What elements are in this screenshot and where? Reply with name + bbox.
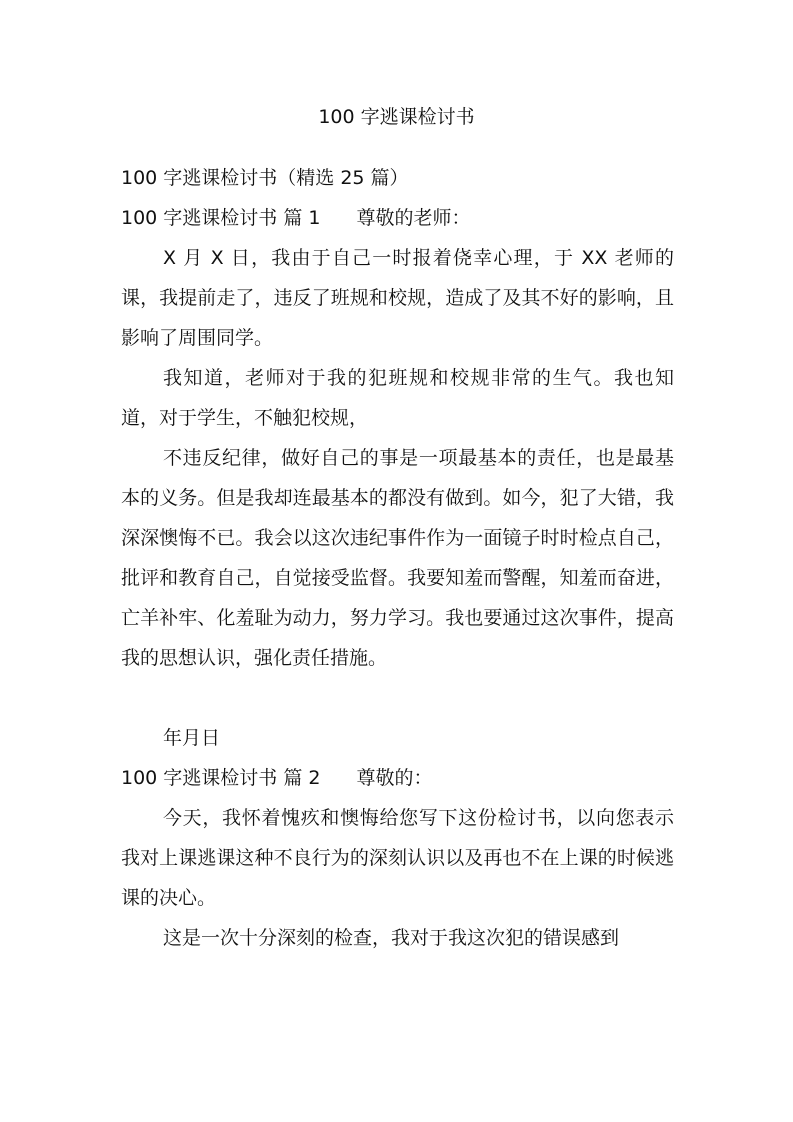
section-1-heading-line xyxy=(121,198,674,238)
section-1-paragraph-3: 不违反纪律，做好自己的事是一项最基本的责任，也是最基本的义务。但是我却连最基本的都没有做到。如今，犯了大错，我深深懊悔不已。我会以这次违纪事件作为一面镜子时时检点自己，批评和教育自己，自觉接受监督。我要知羞而警醒，知羞而奋进，亡羊补牢、化羞耻为动力，努力学习。我也要通过这次事件，提高我的思想认识，强化责任措施。 xyxy=(121,447,674,669)
section-1-salutation: 尊敬的老师： xyxy=(356,207,471,229)
section-2-heading: 100 字逃课检讨书 篇 2 xyxy=(121,767,321,789)
section-1-date: 年月日 xyxy=(163,727,221,749)
section-1-paragraph-1: X 月 X 日，我由于自己一时报着侥幸心理，于 XX 老师的课，我提前走了，违反了班规和校规，造成了及其不好的影响，且影响了周围同学。 xyxy=(121,247,674,349)
section-2-paragraph-1: 今天，我怀着愧疚和懊悔给您写下这份检讨书，以向您表示我对上课逃课这种不良行为的深刻认识以及再也不在上课的时候逃课的决心。 xyxy=(121,807,674,909)
section-1-paragraph-2: 我知道，老师对于我的犯班规和校规非常的生气。我也知道，对于学生，不触犯校规， xyxy=(121,367,674,429)
section-2-heading-line xyxy=(121,758,674,798)
section-2-salutation: 尊敬的： xyxy=(356,767,433,789)
document-subtitle: 100 字逃课检讨书（精选 25 篇） xyxy=(121,167,409,189)
section-2-paragraph-2: 这是一次十分深刻的检查，我对于我这次犯的错误感到 xyxy=(163,927,620,949)
document-body xyxy=(121,158,674,958)
section-1-heading: 100 字逃课检讨书 篇 1 xyxy=(121,207,321,229)
document-title: 100 字逃课检讨书 xyxy=(318,106,475,128)
